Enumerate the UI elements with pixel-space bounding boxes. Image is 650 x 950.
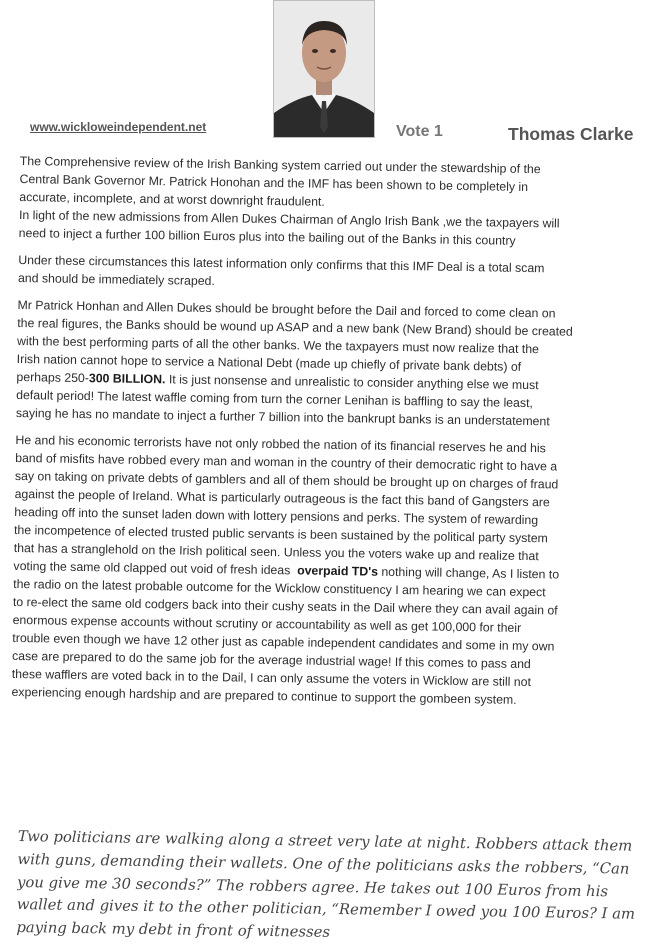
text-line: accurate, incomplete, and at worst downright fraudulent. (19, 189, 325, 209)
text-segment: voting the same old clapped out void of fresh ideas (13, 558, 298, 578)
vote-label: Vote 1 (396, 123, 443, 140)
joke-line: Two politicians are walking along a street very late at night. Robbers attack them (17, 827, 633, 855)
debt-amount-emphasis: 300 BILLION. (88, 371, 166, 387)
joke-line: wallet and gives it to the other politician, “Remember I owed you 100 Euros? I am (16, 896, 636, 924)
text-line: enormous expense accounts without scrutiny or accountability as well as get 100,000 for their (12, 612, 522, 635)
text-line: Mr Patrick Honhan and Allen Dukes should be brought before the Dail and forced to come clean on (17, 297, 556, 321)
candidate-name: Thomas Clarke (508, 124, 634, 144)
text-line: against the people of Ireland. What is particularly outrageous is the fact this band of Gangsters are (14, 486, 550, 510)
text-segment: nothing will change, As I listen to (377, 564, 560, 582)
text-line: case are prepared to do the same job for the average industrial wage! If this comes to pass and (11, 648, 531, 672)
politician-joke (16, 826, 643, 950)
joke-line: paying back my debt in front of witnesses (16, 919, 331, 942)
text-line: that has a stranglehold on the Irish political seen. Unless you the voters wake up and realize that (13, 540, 539, 564)
text-line: The Comprehensive review of the Irish Banking system carried out under the stewardship of the (19, 153, 541, 177)
text-line: He and his economic terrorists have not only robbed the nation of its financial reserves he and his (15, 432, 546, 456)
paragraph-economic-terrorists (11, 431, 635, 711)
text-line: the real figures, the Banks should be wound up ASAP and a new bank (New Brand) should be created (17, 315, 573, 339)
text-line: band of misfits have robbed every man and woman in the country of their democratic right to have a (15, 450, 558, 474)
joke-line: you give me 30 seconds?” The robbers agree. He takes out 100 Euros from his (16, 873, 609, 900)
text-segment: perhaps 250- (16, 369, 90, 386)
text-line: Irish nation cannot hope to service a National Debt (made up chiefly of private bank debts) of (16, 351, 522, 374)
text-line: these wafflers are voted back in to the Dail, I can only assume the voters in Wicklow are still not (11, 666, 532, 690)
portrait-illustration (274, 1, 374, 137)
text-line: Central Bank Governor Mr. Patrick Honohan and the IMF has been shown to be completely in (19, 171, 529, 194)
text-line: and should be immediately scraped. (17, 270, 215, 289)
text-line: say on taking on private debts of gamblers and all of them should be brought up on charges of fraud (14, 468, 559, 492)
website-link[interactable]: www.wickloweindependent.net (30, 120, 207, 134)
text-line: saying he has no mandate to inject a further 7 billion into the bankrupt banks is an understatement (15, 405, 550, 429)
text-line: need to inject a further 100 billion Euros plus into the bailing out of the Banks in this country (18, 225, 516, 248)
text-line: the incompetence of elected trusted public servants is been sustained by the political party system (13, 522, 548, 546)
text-line: trouble even though we have 12 other just as capable independent candidates and some in my own (12, 630, 555, 654)
paragraph-honohan-dukes (16, 296, 638, 432)
article-body (11, 152, 640, 720)
paragraph-review (19, 152, 640, 252)
text-line: with the best performing parts of all the other banks. We the taxpayers must now realize that the (16, 333, 540, 357)
text-line: Under these circumstances this latest information only confirms that this IMF Deal is a total scam (18, 252, 545, 276)
joke-line: with guns, demanding their wallets. One of the politicians asks the robbers, “Can (17, 850, 630, 878)
paragraph-imf-deal (18, 251, 638, 297)
text-segment: It is just nonsense and unrealistic to consider anything else we must (165, 372, 539, 393)
overpaid-tds-emphasis: overpaid TD's (297, 563, 379, 579)
text-line: default period! The latest waffle coming from turn the corner Lenihan is baffling to say the least, (16, 387, 534, 411)
text-line: In light of the new admissions from Allen Dukes Chairman of Anglo Irish Bank ,we the taxpayers will (18, 207, 560, 231)
text-line: experiencing enough hardship and are prepared to continue to support the gombeen system. (11, 684, 517, 707)
text-line: to re-elect the same old codgers back into their cushy seats in the Dail where they can avail again of (12, 594, 558, 618)
text-line: the radio on the latest probable outcome for the Wicklow constituency I am hearing we can expect (13, 576, 546, 600)
text-line: heading off into the sunset laden down with lottery pensions and perks. The system of rewarding (14, 504, 539, 528)
candidate-portrait-photo (273, 0, 375, 138)
